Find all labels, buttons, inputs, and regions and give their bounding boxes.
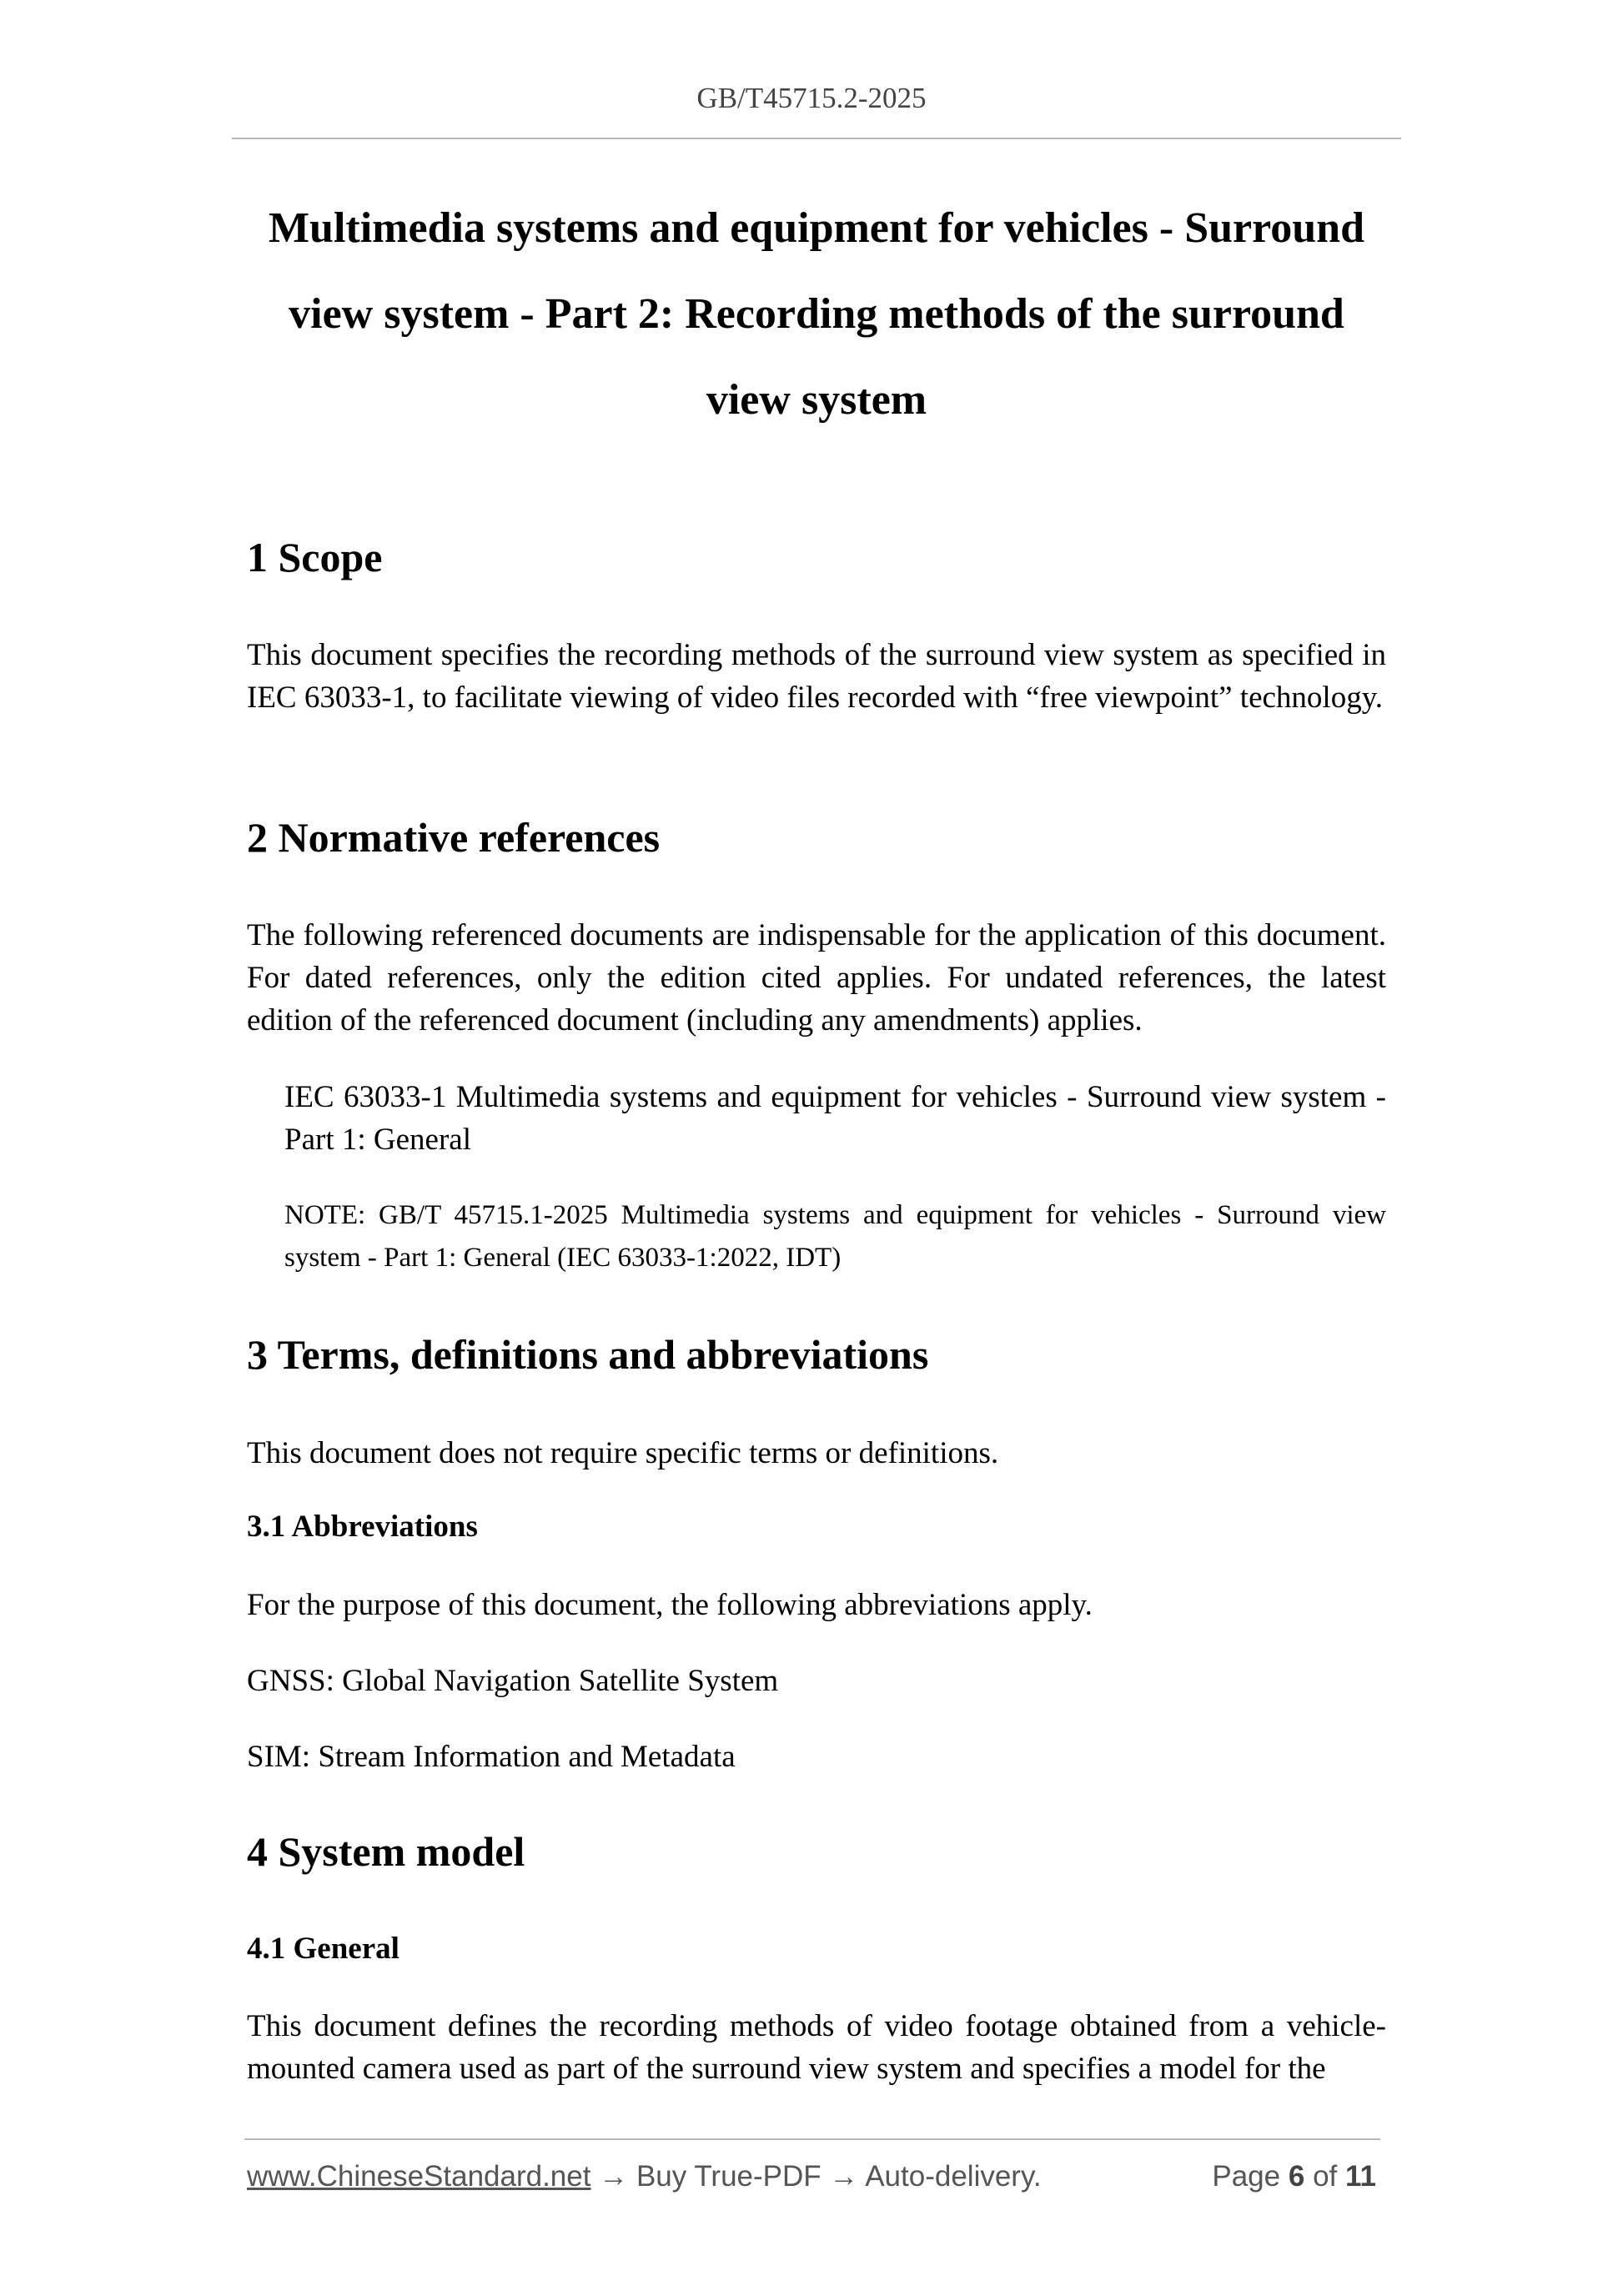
scope-paragraph-block <box>247 634 1386 719</box>
general-paragraph-block <box>247 2005 1386 2090</box>
page-footer <box>247 2160 1376 2202</box>
section-heading-terms: 3 Terms, definitions and abbreviations <box>247 1331 929 1378</box>
abbreviation-gnss: GNSS: Global Navigation Satellite System <box>247 1664 779 1698</box>
page-label: Page <box>1212 2160 1281 2193</box>
auto-delivery-text: Auto-delivery. <box>865 2160 1042 2193</box>
reference-entry: IEC 63033-1 Multimedia systems and equipment for vehicles - Surround view system - Part 1: General <box>284 1080 1386 1157</box>
normative-paragraph: The following referenced documents are indispensable for the application of this document. For dated references, only the edition cited applies. For undated references, the latest edition of the referenced document (including any amendments) applies. <box>247 918 1386 1037</box>
arrow-right-icon: → <box>599 2160 629 2193</box>
arrow-right-icon: → <box>829 2160 859 2193</box>
general-paragraph: This document defines the recording methods of video footage obtained from a vehicle-mounted camera used as part of the surround view system and specifies a model for the <box>247 2009 1386 2086</box>
abbreviation-gnss-block <box>247 1660 1386 1702</box>
note-block <box>284 1194 1386 1279</box>
terms-paragraph: This document does not require specific terms or definitions. <box>247 1436 999 1470</box>
page-indicator <box>1212 2160 1376 2193</box>
reference-entry-block <box>284 1076 1386 1161</box>
title-line-3: view system <box>706 376 927 424</box>
page-total: 11 <box>1345 2160 1376 2193</box>
reference-note: NOTE: GB/T 45715.1-2025 Multimedia systems and equipment for vehicles - Surround view system - Part 1: General (IEC 63033-1:2022, IDT) <box>284 1200 1386 1273</box>
subsection-heading-general: 4.1 General <box>247 1932 399 1966</box>
footer-divider <box>244 2138 1380 2140</box>
buy-true-pdf-text: Buy True-PDF <box>636 2160 822 2193</box>
title-line-2: view system - Part 2: Recording methods of the surround <box>289 290 1344 338</box>
page-of-label: of <box>1313 2160 1338 2193</box>
abbreviation-sim-block <box>247 1736 1386 1778</box>
normative-paragraph-block <box>247 914 1386 1042</box>
subsection-heading-abbreviations: 3.1 Abbreviations <box>247 1510 478 1544</box>
section-heading-scope: 1 Scope <box>247 534 383 580</box>
section-heading-normative-references: 2 Normative references <box>247 814 661 861</box>
footer-promo <box>247 2160 1042 2193</box>
title-line-1: Multimedia systems and equipment for vehicles - Surround <box>268 204 1365 252</box>
scope-paragraph: This document specifies the recording methods of the surround view system as specified in IEC 63033-1, to facilitate viewing of video files recorded with “free viewpoint” technology. <box>247 638 1386 715</box>
section-heading-system-model: 4 System model <box>247 1828 525 1875</box>
abbreviations-intro: For the purpose of this document, the following abbreviations apply. <box>247 1588 1093 1622</box>
header-divider <box>232 138 1401 139</box>
abbreviations-intro-block <box>247 1584 1386 1626</box>
abbreviation-sim: SIM: Stream Information and Metadata <box>247 1740 736 1774</box>
standard-number-header: GB/T45715.2-2025 <box>696 82 927 114</box>
document-title <box>232 185 1401 443</box>
page-current: 6 <box>1288 2160 1305 2193</box>
terms-paragraph-block <box>247 1432 1386 1475</box>
site-link[interactable]: www.ChineseStandard.net <box>247 2160 591 2193</box>
